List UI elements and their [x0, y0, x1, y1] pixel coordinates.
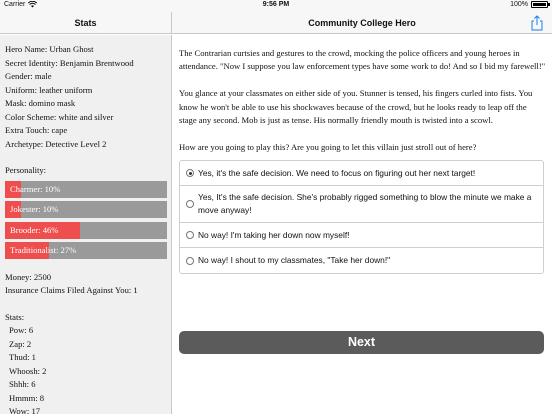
radio-button[interactable] [186, 169, 194, 177]
personality-label-charmer: Charmer: 10% [10, 183, 61, 194]
choice-option[interactable] [180, 223, 543, 248]
story-paragraph: You glance at your classmates on either side of you. Stunner is tensed, his fingers curled into fists. You know he won't be able to use his shockwaves because of the crowd, but he looks ready to leap off the stage any second. Mob is just as tense. His normally friendly mouth is twisted into a scowl. [179, 88, 533, 126]
status-right [510, 1, 548, 8]
share-icon[interactable] [530, 15, 544, 31]
stat-shhh: Shhh: 6 [9, 379, 36, 389]
uniform: Uniform: leather uniform [5, 84, 93, 95]
choice-option[interactable] [180, 248, 543, 273]
hero-name: Hero Name: Urban Ghost [5, 44, 94, 54]
extra-touch: Extra Touch: cape [5, 125, 68, 135]
radio-button[interactable] [186, 200, 194, 208]
personality-label: Personality: [5, 165, 47, 175]
choice-option[interactable] [180, 161, 543, 186]
stats-title: Stats [74, 17, 97, 28]
stat-zap: Zap: 2 [9, 338, 32, 349]
insurance-claims: Insurance Claims Filed Against You: 1 [5, 285, 138, 295]
stat-whoosh: Whoosh: 2 [9, 365, 47, 376]
status-time: 9:56 PM [262, 1, 290, 8]
personality-bar-charmer [5, 181, 167, 198]
mask: Mask: domino mask [5, 98, 76, 108]
carrier-label: Carrier [4, 1, 26, 8]
choice-text: No way! I'm taking her down now myself! [198, 229, 350, 240]
stats-panel[interactable] [0, 35, 172, 414]
story-nav-bar [172, 12, 552, 34]
stat-thud: Thud: 1 [9, 352, 36, 362]
secret-identity: Secret Identity: Benjamin Brentwood [5, 57, 134, 68]
battery-icon [531, 1, 548, 8]
personality-label-traditionalist: Traditionalist: 27% [10, 245, 77, 255]
personality-bar-brooder [5, 222, 167, 239]
choice-text: No way! I shout to my classmates, "Take her down!" [198, 255, 391, 266]
radio-button[interactable] [186, 231, 194, 239]
color-scheme: Color Scheme: white and silver [5, 111, 114, 122]
money: Money: 2500 [5, 271, 52, 282]
choice-text: Yes, it's the safe decision. We need to focus on figuring out her next target! [198, 167, 476, 178]
choice-option[interactable] [180, 186, 543, 223]
battery-percent: 100% [510, 1, 528, 8]
stat-hmmm: Hmmm: 8 [9, 392, 45, 403]
status-bar [0, 0, 552, 12]
radio-button[interactable] [186, 257, 194, 265]
personality-bar-traditionalist [5, 242, 167, 259]
story-paragraph: The Contrarian curtsies and gestures to the crowd, mocking the police officers and young heroes in attendance. "Now I suppose you law enforcement types have some work to do! And so I bid my farewell!" [179, 48, 546, 72]
page-title: Community College Hero [308, 17, 416, 28]
stats-label: Stats: [5, 311, 25, 322]
story-panel[interactable] [172, 35, 552, 414]
choice-text: Yes, It's the safe decision. She's probably rigged something to blow the minute we make a move anyway! [198, 192, 532, 216]
personality-label-jokester: Jokester: 10% [10, 204, 59, 214]
stats-nav-bar [0, 12, 172, 34]
stat-wow: Wow: 17 [9, 406, 41, 414]
stat-pow: Pow: 6 [9, 325, 34, 335]
story-question: How are you going to play this? Are you going to let this villain just stroll out of here? [179, 141, 477, 152]
next-button[interactable]: Next [179, 331, 544, 354]
archetype: Archetype: Detective Level 2 [5, 138, 107, 149]
personality-bar-jokester [5, 201, 167, 218]
personality-label-brooder: Brooder: 46% [10, 224, 59, 235]
choice-list [179, 160, 544, 274]
gender: Gender: male [5, 71, 52, 81]
